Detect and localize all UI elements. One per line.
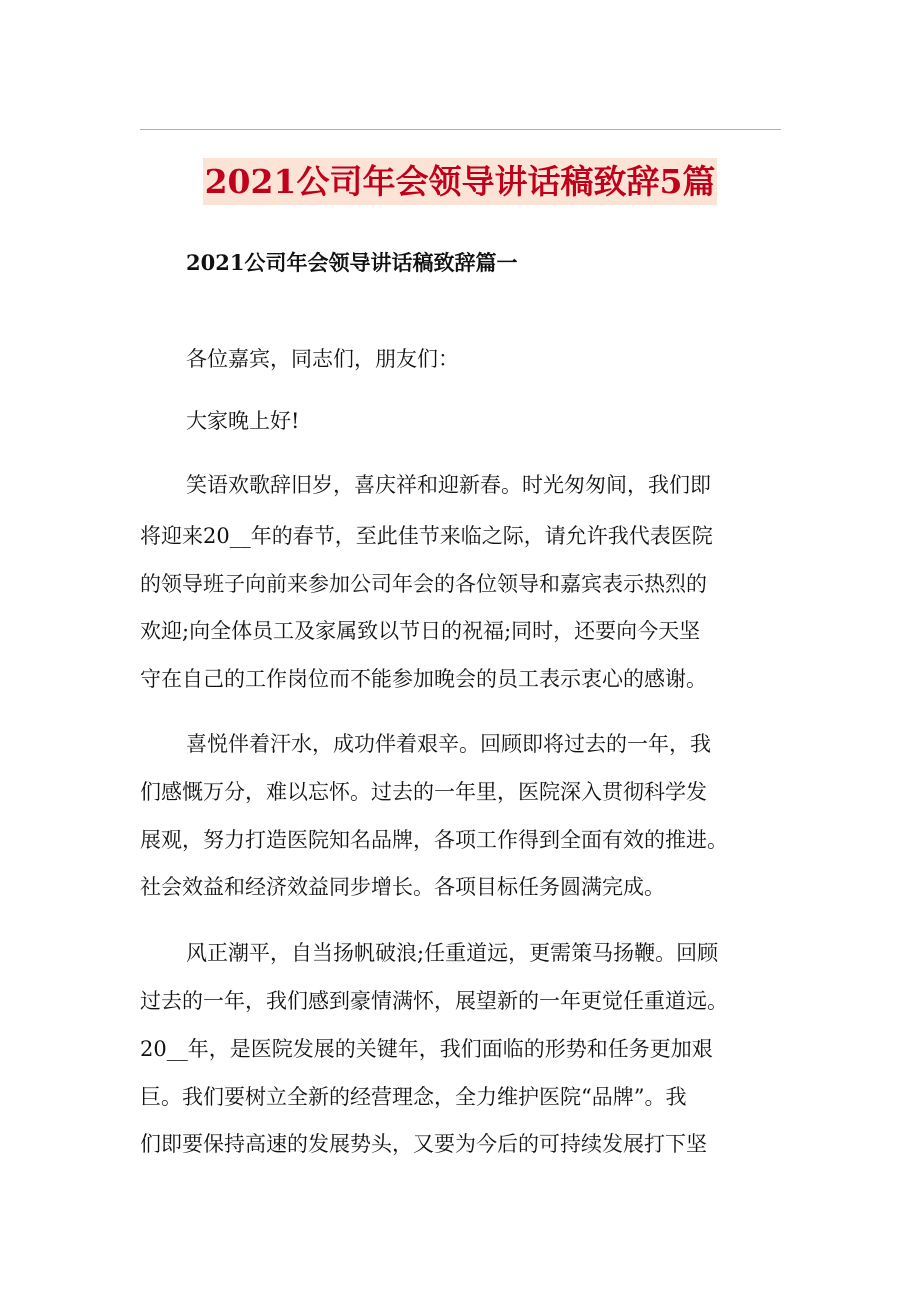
paragraph-line: 风正潮平，自当扬帆破浪;任重道远，更需策马扬鞭。回顾 [186,941,719,965]
document-title [0,158,920,206]
paragraph-line: 欢迎;向全体员工及家属致以节日的祝福;同时，还要向今天坚 [140,619,701,643]
paragraph-line: 巨。我们要树立全新的经营理念，全力维护医院“品牌”。我 [140,1085,687,1109]
paragraph-line: 社会效益和经济效益同步增长。各项目标任务圆满完成。 [140,875,665,899]
paragraph-line: 喜悦伴着汗水，成功伴着艰辛。回顾即将过去的一年，我 [186,732,711,756]
salutation: 各位嘉宾，同志们，朋友们： [186,347,459,371]
greeting: 大家晚上好! [186,409,300,433]
paragraph-line: 展观，努力打造医院知名品牌，各项工作得到全面有效的推进。 [140,828,728,852]
header-divider [140,129,781,130]
paragraph-line: 过去的一年，我们感到豪情满怀，展望新的一年更觉任重道远。 [140,989,728,1013]
paragraph-line: 将迎来20__年的春节，至此佳节来临之际，请允许我代表医院 [140,524,713,548]
section-heading: 2021公司年会领导讲话稿致辞篇一 [186,250,518,275]
paragraph-line: 笑语欢歌辞旧岁，喜庆祥和迎新春。时光匆匆间，我们即 [186,473,711,497]
paragraph-line: 20__年，是医院发展的关键年，我们面临的形势和任务更加艰 [140,1037,713,1061]
paragraph-line: 们即要保持高速的发展势头，又要为今后的可持续发展打下坚 [140,1132,707,1156]
paragraph-line: 守在自己的工作岗位而不能参加晚会的员工表示衷心的感谢。 [140,667,707,691]
document-title-text: 2021公司年会领导讲话稿致辞5篇 [203,158,718,205]
paragraph-line: 们感慨万分，难以忘怀。过去的一年里，医院深入贯彻科学发 [140,780,707,804]
paragraph-line: 的领导班子向前来参加公司年会的各位领导和嘉宾表示热烈的 [140,572,707,596]
